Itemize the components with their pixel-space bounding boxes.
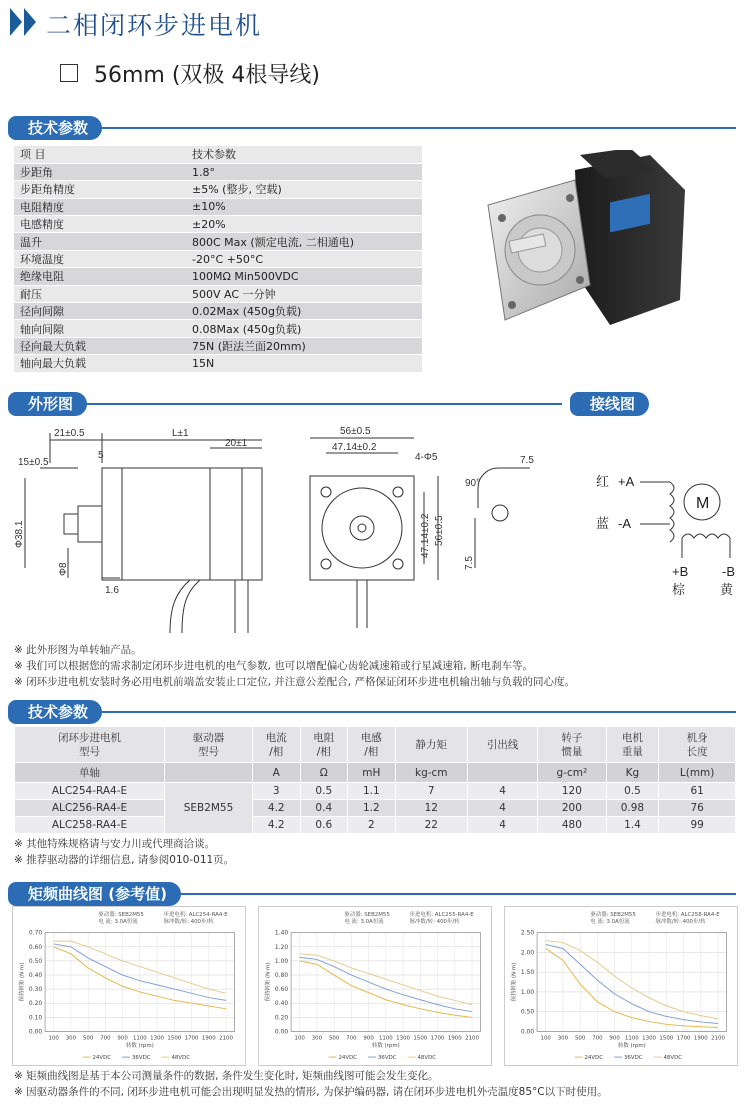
x-tick-label: 100 (540, 1035, 551, 1042)
spec-key: 轴向最大负载 (14, 355, 186, 372)
wire-label-plus-b: +B (672, 564, 689, 579)
note-line: ※ 因驱动器条件的不同, 闭环步进电机可能会出现明显发热的情形, 为保护编码器, 请在闭环步进电机外壳温度85°C以下时使用。 (14, 1086, 608, 1098)
legend-label: 24VDC (92, 1055, 112, 1062)
col-header: 电阻 /相 (300, 727, 348, 763)
spec-value: 500V AC 一分钟 (186, 285, 422, 302)
note-line: ※ 其他特殊规格请与安力川或代理商洽谈。 (14, 838, 216, 850)
x-tick-label: 100 (294, 1035, 305, 1042)
section-tab-specs: 技术参数 (16, 116, 102, 140)
torque-chart-3 (504, 906, 738, 1066)
checkbox[interactable] (60, 64, 78, 82)
spec-value: 技术参数 (186, 146, 422, 163)
wire-label-plus-a: +A (618, 474, 635, 489)
chart-header: 脉冲数/转: 400步/转 (163, 918, 214, 925)
legend-label: 36VDC (623, 1055, 643, 1062)
note-line: ※ 矩频曲线图是基于本公司测量条件的数据, 条件发生变化时, 矩频曲线图可能会发生变化。 (14, 1070, 439, 1082)
chart-header: 驱动器: SEB2M55 (590, 911, 636, 918)
y-tick-label: 0.30 (28, 987, 43, 994)
dim-label: 90° (465, 478, 481, 489)
chart-header: 驱动器: SEB2M55 (344, 911, 390, 918)
x-tick-label: 100 (48, 1035, 59, 1042)
y-tick-label: 0.60 (28, 944, 43, 951)
col-header: 机身 长度 (659, 727, 736, 763)
spec-value: 75N (距法兰面20mm) (186, 337, 422, 354)
chevron-right-icon (24, 8, 36, 36)
y-tick-label: 0.80 (274, 972, 289, 979)
y-tick-label: 0.40 (274, 1001, 289, 1008)
y-tick-label: 0.00 (274, 1029, 289, 1036)
y-tick-label: 1.40 (274, 930, 289, 937)
y-axis-label: 保持转矩 (N·m) (511, 962, 518, 1002)
outline-drawing (10, 418, 740, 640)
x-tick-label: 1300 (396, 1035, 411, 1042)
wire-label-yellow: 黄 (720, 582, 734, 597)
y-tick-label: 0.10 (28, 1015, 43, 1022)
legend-label: 36VDC (377, 1055, 397, 1062)
spec-row (14, 198, 422, 215)
chevron-right-icon (10, 8, 22, 36)
chart-header: 电 流: 3.0A恒流 (98, 918, 138, 925)
x-tick-label: 1100 (624, 1035, 639, 1042)
legend-label: 24VDC (584, 1055, 604, 1062)
units-row: 单轴 A Ω mH kg-cm g-cm² Kg L(mm) (15, 763, 736, 783)
x-tick-label: 500 (328, 1035, 340, 1042)
spec-row (14, 355, 422, 372)
y-tick-label: 1.00 (520, 989, 535, 996)
x-tick-label: 700 (592, 1035, 603, 1042)
x-tick-label: 2100 (219, 1035, 233, 1042)
section-tab-wiring: 接线图 (578, 392, 649, 416)
section-divider (178, 893, 736, 895)
chart-header: 脉冲数/转: 400步/转 (409, 918, 460, 925)
dim-label: 47.14±0.2 (420, 513, 431, 558)
x-tick-label: 700 (346, 1035, 357, 1042)
spec-row (14, 250, 422, 267)
y-tick-label: 0.70 (28, 930, 43, 937)
legend-label: 48VDC (417, 1055, 437, 1062)
chart-header: 步进电机: ALC258-RA4-E (655, 911, 720, 918)
spec-key: 温升 (14, 233, 186, 250)
legend-label: 24VDC (338, 1055, 358, 1062)
col-header: 驱动器 型号 (165, 727, 253, 763)
x-tick-label: 1100 (378, 1035, 393, 1042)
spec-value: ±5% (整步, 空载) (186, 181, 422, 198)
spec-key: 耐压 (14, 285, 186, 302)
spec-key: 环境温度 (14, 250, 186, 267)
spec-value: 100MΩ Min500VDC (186, 268, 422, 285)
dim-label: 15±0.5 (18, 457, 49, 468)
spec-value: 0.08Max (450g负载) (186, 320, 422, 337)
outline-notes (14, 642, 575, 690)
x-axis-label: 转数 (rpm) (371, 1043, 400, 1050)
y-tick-label: 1.00 (274, 958, 289, 965)
chart-header: 电 流: 3.0A恒流 (590, 918, 630, 925)
y-tick-label: 2.00 (520, 950, 535, 957)
dim-label: 20±1 (225, 438, 248, 449)
note-line: ※ 推荐驱动器的详细信息, 请参阅010-011页。 (14, 854, 235, 866)
legend-label: 36VDC (131, 1055, 151, 1062)
y-axis-label: 保持转矩 (N·m) (19, 962, 26, 1002)
y-axis-label: 保持转矩 (N·m) (265, 962, 272, 1002)
x-tick-label: 300 (311, 1035, 323, 1042)
dim-label: Φ38.1 (14, 520, 25, 548)
spec-row (14, 233, 422, 250)
chart-header: 步进电机: ALC254-RA4-E (163, 911, 228, 918)
col-header: 电机 重量 (606, 727, 659, 763)
x-tick-label: 500 (82, 1035, 94, 1042)
wire-label-red: 红 (596, 474, 610, 489)
spec-value: ±10% (186, 198, 422, 215)
torque-chart-1 (12, 906, 246, 1066)
col-header: 电感 /相 (348, 727, 396, 763)
spec-row (14, 216, 422, 233)
curve-notes (14, 1068, 608, 1100)
section-tab-params: 技术参数 (16, 700, 102, 724)
dim-label: 21±0.5 (54, 428, 85, 439)
wire-label-brown: 棕 (672, 582, 686, 597)
x-tick-label: 900 (117, 1035, 128, 1042)
x-tick-label: 1500 (167, 1035, 182, 1042)
x-tick-label: 1300 (642, 1035, 657, 1042)
section-tab-torque: 矩频曲线图 (参考值) (16, 882, 181, 906)
spec-key: 径向间隙 (14, 303, 186, 320)
dim-label: 56±0.5 (340, 426, 371, 437)
col-header: 静力矩 (395, 727, 467, 763)
spec-row (14, 181, 422, 198)
x-tick-label: 900 (609, 1035, 620, 1042)
chart-header: 步进电机: ALC255-RA4-E (409, 911, 474, 918)
motor-body-outline (102, 468, 262, 580)
dim-label: L±1 (172, 428, 189, 439)
spec-row (14, 268, 422, 285)
y-tick-label: 0.40 (28, 972, 43, 979)
wire-label-blue: 蓝 (596, 516, 610, 531)
x-tick-label: 1700 (184, 1035, 199, 1042)
x-tick-label: 2100 (465, 1035, 479, 1042)
y-tick-label: 0.20 (274, 1015, 289, 1022)
table-row: ALC258-RA4-E 4.2 0.6 2 22 4 480 1.4 99 (15, 817, 736, 834)
note-line: ※ 我们可以根据您的需求制定闭环步进电机的电气参数, 也可以增配偏心齿轮减速箱或行星减速箱, 断电刹车等。 (14, 660, 533, 672)
section-divider (100, 711, 736, 713)
dim-label: 4-Φ5 (415, 452, 438, 463)
spec-value: ±20% (186, 216, 422, 233)
x-tick-label: 1900 (201, 1035, 216, 1042)
param-notes (14, 836, 234, 868)
legend-label: 48VDC (663, 1055, 683, 1062)
spec-value: 1.8° (186, 163, 422, 180)
y-tick-label: 0.60 (274, 987, 289, 994)
x-tick-label: 700 (100, 1035, 111, 1042)
page-title: 二相闭环步进电机 (46, 11, 263, 40)
x-tick-label: 1500 (413, 1035, 428, 1042)
spec-row (14, 146, 422, 163)
x-tick-label: 1100 (132, 1035, 147, 1042)
x-tick-label: 1700 (676, 1035, 691, 1042)
y-tick-label: 0.00 (28, 1029, 43, 1036)
spec-key: 电阻精度 (14, 198, 186, 215)
dim-label: 56±0.5 (434, 515, 445, 546)
table-row: ALC256-RA4-E 4.2 0.4 1.2 12 4 200 0.98 76 (15, 800, 736, 817)
torque-chart-2 (258, 906, 492, 1066)
note-line: ※ 此外形图为单转轴产品。 (14, 644, 142, 656)
spec-key: 径向最大负载 (14, 337, 186, 354)
spec-key: 步距角 (14, 163, 186, 180)
spec-row (14, 285, 422, 302)
col-header: 转子 惯量 (538, 727, 606, 763)
spec-value: 800C Max (额定电流, 二相通电) (186, 233, 422, 250)
y-tick-label: 1.20 (274, 944, 289, 951)
spec-key: 绝缘电阻 (14, 268, 186, 285)
col-header: 闭环步进电机 型号 (15, 727, 165, 763)
spec-value: -20°C +50°C (186, 250, 422, 267)
x-tick-label: 1900 (447, 1035, 462, 1042)
subtitle-row (60, 58, 320, 88)
x-tick-label: 1900 (693, 1035, 708, 1042)
subtitle: 56mm (双极 4根导线) (94, 62, 321, 88)
y-tick-label: 0.20 (28, 1001, 43, 1008)
section-tab-outline: 外形图 (16, 392, 87, 416)
y-tick-label: 2.50 (520, 930, 535, 937)
table-row: ALC254-RA4-E SEB2M55 3 0.5 1.1 7 4 120 0.5 61 (15, 783, 736, 800)
note-line: ※ 闭环步进电机安装时务必用电机前端盖安装止口定位, 并注意公差配合, 严格保证闭环步进电机输出轴与负载的同心度。 (14, 676, 575, 688)
x-tick-label: 1300 (150, 1035, 165, 1042)
spec-value: 15N (186, 355, 422, 372)
col-header: 引出线 (468, 727, 538, 763)
wire-label-minus-a: -A (618, 516, 631, 531)
y-tick-label: 0.50 (520, 1009, 535, 1016)
x-tick-label: 500 (574, 1035, 586, 1042)
spec-key: 轴向间隙 (14, 320, 186, 337)
dim-label: Φ8 (58, 562, 69, 576)
section-divider (100, 127, 736, 129)
spec-row (14, 303, 422, 320)
dim-label: 1.6 (105, 585, 119, 596)
x-tick-label: 300 (65, 1035, 77, 1042)
x-tick-label: 900 (363, 1035, 374, 1042)
x-tick-label: 2100 (711, 1035, 725, 1042)
spec-row (14, 163, 422, 180)
param-table (14, 726, 736, 834)
y-tick-label: 0.00 (520, 1029, 535, 1036)
dim-label: 5 (98, 450, 104, 461)
spec-row (14, 337, 422, 354)
section-divider (82, 403, 562, 405)
driver-cell: SEB2M55 (165, 783, 253, 834)
y-tick-label: 0.50 (28, 958, 43, 965)
page-header (0, 0, 750, 48)
x-tick-label: 1500 (659, 1035, 674, 1042)
spec-key: 项 目 (14, 146, 186, 163)
dim-label: 7.5 (464, 556, 475, 570)
chart-header: 驱动器: SEB2M55 (98, 911, 144, 918)
chart-header: 脉冲数/转: 400步/转 (655, 918, 706, 925)
col-header: 电流 /相 (253, 727, 301, 763)
spec-row (14, 320, 422, 337)
x-axis-label: 转数 (rpm) (617, 1043, 646, 1050)
y-tick-label: 1.50 (520, 970, 535, 977)
spec-key: 步距角精度 (14, 181, 186, 198)
motor-photo (480, 150, 690, 350)
x-axis-label: 转数 (rpm) (125, 1043, 154, 1050)
chart-header: 电 流: 3.0A恒流 (344, 918, 384, 925)
dim-label: 7.5 (520, 455, 534, 466)
spec-table (14, 146, 422, 373)
motor-symbol: M (696, 495, 710, 512)
spec-key: 电感精度 (14, 216, 186, 233)
x-tick-label: 300 (557, 1035, 569, 1042)
wire-label-minus-b: -B (722, 564, 735, 579)
legend-label: 48VDC (171, 1055, 191, 1062)
dim-label: 47.14±0.2 (332, 442, 377, 453)
spec-value: 0.02Max (450g负载) (186, 303, 422, 320)
x-tick-label: 1700 (430, 1035, 445, 1042)
